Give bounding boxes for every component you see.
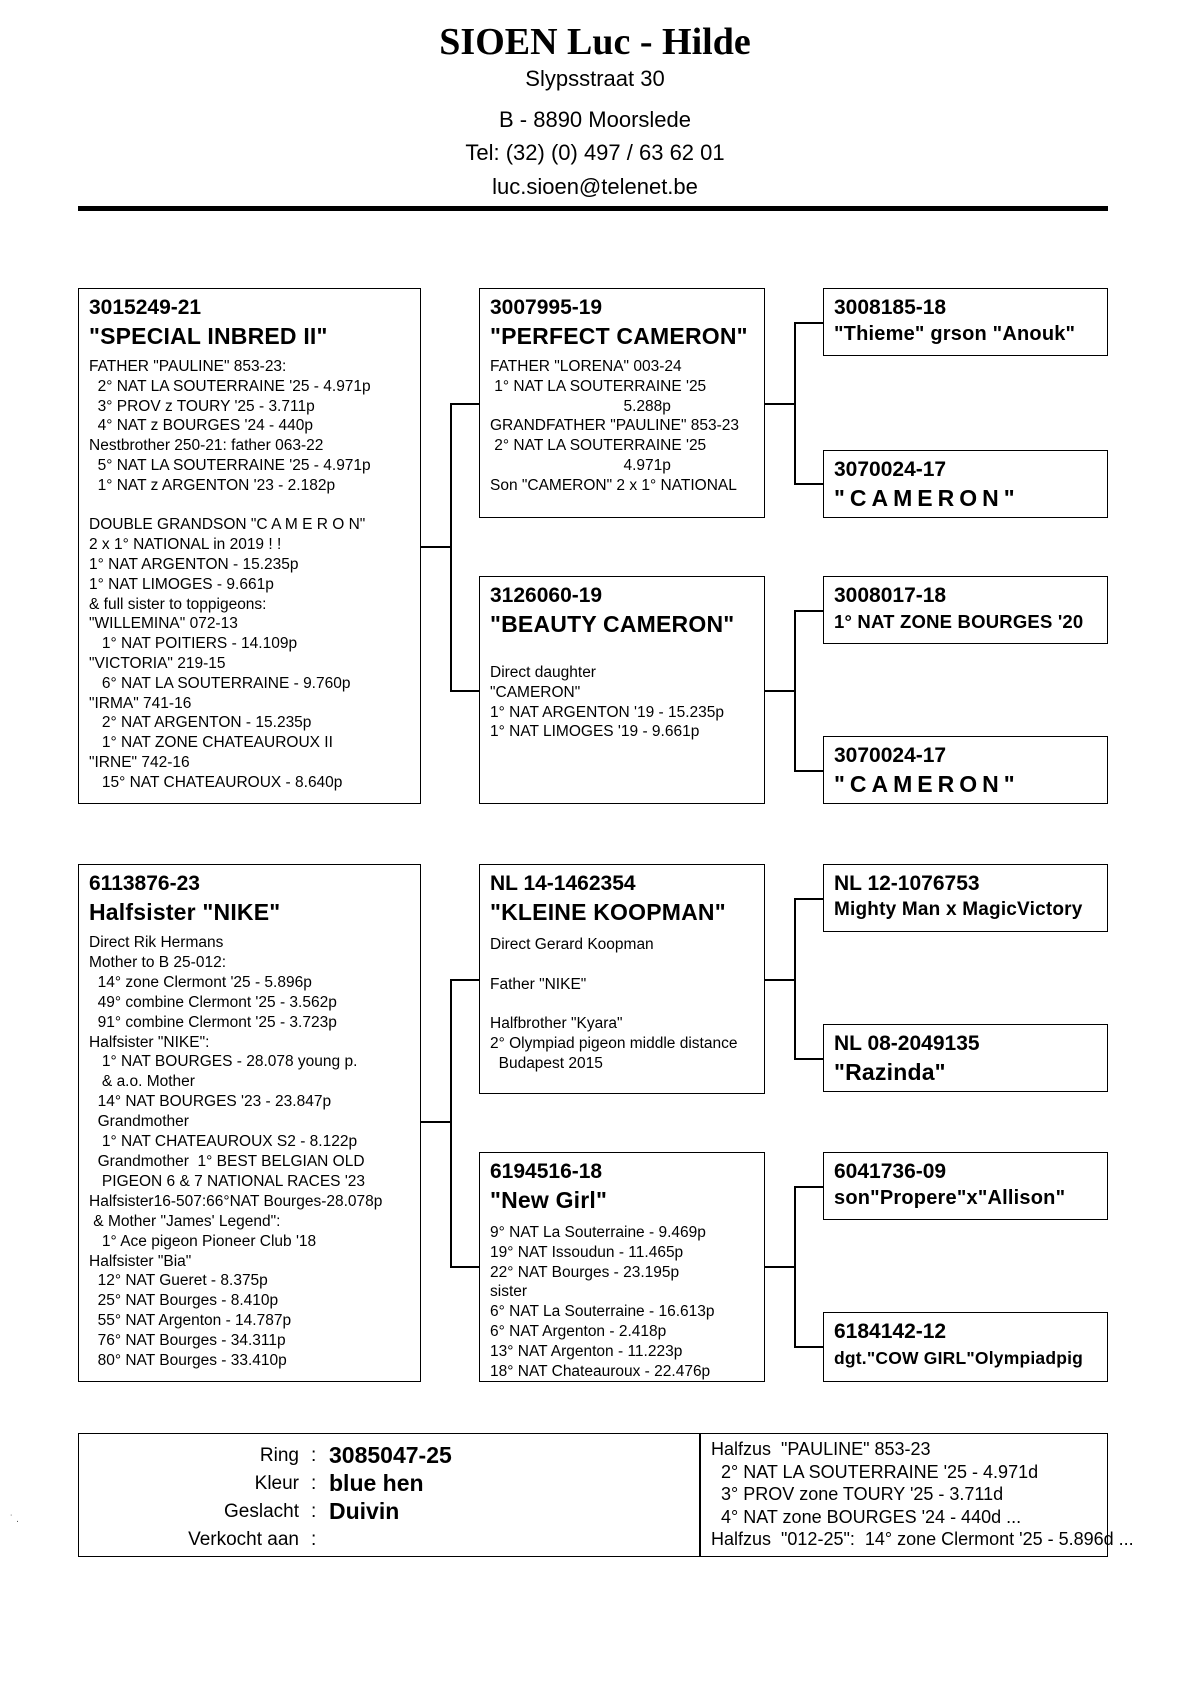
sire-father-mother-ring: 3070024-17 [834,458,947,481]
dam-box [78,864,421,1382]
connector-sff [794,322,823,324]
dam-mother-box [479,1152,765,1382]
dam-mother-mother-box [823,1312,1108,1382]
ring-label: Ring [259,1445,299,1466]
sire-mother-father-ring: 3008017-18 [834,584,947,607]
connector-dm [765,1266,795,1268]
dam-name: Halfsister "NIKE" [89,899,281,925]
dam-mother-father-name: son"Propere"x"Allison" [834,1187,1066,1209]
breeder-city: B - 8890 Moorslede [499,107,691,132]
sire-mother-mother-ring: 3070024-17 [834,744,947,767]
sire-name: "SPECIAL INBRED II" [89,323,328,349]
connector-dam-father [450,979,479,981]
sire-mother-mother-box [823,736,1108,804]
connector-df [765,979,795,981]
sire-father-name: "PERFECT CAMERON" [490,323,748,349]
sire-mother-ring: 3126060-19 [490,584,603,607]
connector-dam-vertical [450,979,452,1267]
breeder-name: SIOEN Luc - Hilde [439,21,751,63]
sire-father-father-ring: 3008185-18 [834,296,947,319]
dam-notes: Direct Rik Hermans Mother to B 25-012: 14° zone Clermont '25 - 5.896p 49° combine Clermont '25 - 3.562p 91° combine Clermont '25 - 3.723p Halfsister "NIKE": 1° NAT BOURGES - 28.078 young p. & a.o. Mother 14° NAT BOURGES '23 - 23.847p Grandmother 1° NAT CHATEAUROUX S2 - 8.122p Grandmother 1° BEST BELGIAN OLD PIGEON 6 & 7 NATIONAL RACES '23 Halfsister16-507:66°NAT Bourges-28.078p & Mother "James' Legend": 1° Ace pigeon Pioneer Club '18 Halfsister "Bia" 12° NAT Gueret - 8.375p 25° NAT Bourges - 8.410p 55° NAT Argenton - 14.787p 76° NAT Bourges - 34.311p 80° NAT Bourges - 33.410p [89,934,383,1370]
connector-smf [794,610,823,612]
sire-father-father-name: "Thieme" grson "Anouk" [834,323,1076,345]
connector-dm-vertical [794,1186,796,1347]
dam-father-father-box [823,864,1108,932]
sire-father-mother-name: "CAMERON" [834,485,1020,511]
connector-dam-mother [450,1266,479,1268]
color-colon: : [311,1473,317,1494]
connector-dfm [794,1058,823,1060]
sire-mother-box [479,576,765,804]
sire-mother-father-box [823,576,1108,644]
connector-sf-vertical [794,322,796,484]
dam-father-father-name: Mighty Man x MagicVictory [834,899,1083,920]
color-value: blue hen [329,1470,424,1496]
sire-father-notes: FATHER "LORENA" 003-24 1° NAT LA SOUTERRAINE '25 5.288p GRANDFATHER "PAULINE" 853-23 2° NAT LA SOUTERRAINE '25 4.971p Son "CAMERON" 2 x 1° NATIONAL [490,358,740,494]
sex-label: Geslacht [224,1501,299,1522]
info-notes: Halfzus "PAULINE" 853-23 2° NAT LA SOUTERRAINE '25 - 4.971d 3° PROV zone TOURY '25 - 3.711d 4° NAT zone BOURGES '24 - 440d ... Halfzus "012-25": 14° zone Clermont '25 - 5.896d ... [711,1439,1134,1549]
connector-sf [765,403,795,405]
connector-dam [421,1121,451,1123]
color-label: Kleur [254,1473,299,1494]
sire-mother-name: "BEAUTY CAMERON" [490,611,735,637]
connector-sire-father [450,403,479,405]
sire-notes: FATHER "PAULINE" 853-23: 2° NAT LA SOUTERRAINE '25 - 4.971p 3° PROV z TOURY '25 - 3.711p 4° NAT z BOURGES '24 - 440p Nestbrother 250-21: father 063-22 5° NAT LA SOUTERRAINE '25 - 4.971p 1° NAT z ARGENTON '23 - 2.182p DOUBLE GRANDSON "C A M E R O N" 2 x 1° NATIONAL in 2019 ! ! 1° NAT ARGENTON - 15.235p 1° NAT LIMOGES - 9.661p & full sister to toppigeons: "WILLEMINA" 072-13 1° NAT POITIERS - 14.109p "VICTORIA" 219-15 6° NAT LA SOUTERRAINE - 9.760p "IRMA" 741-16 2° NAT ARGENTON - 15.235p 1° NAT ZONE CHATEAUROUX II "IRNE" 742-16 15° NAT CHATEAUROUX - 8.640p [89,358,371,791]
info-divider [699,1434,701,1556]
breeder-email[interactable]: luc.sioen@telenet.be [492,174,698,199]
sire-father-father-box [823,288,1108,356]
sire-mother-notes: Direct daughter "CAMERON" 1° NAT ARGENTON '19 - 15.235p 1° NAT LIMOGES '19 - 9.661p [490,664,725,741]
connector-sfm [794,483,823,485]
dam-mother-father-box [823,1152,1108,1220]
connector-sire [421,546,451,548]
sold-label: Verkocht aan [188,1529,299,1550]
connector-smm [794,770,823,772]
connector-dmm [794,1346,823,1348]
sire-box [78,288,421,804]
breeder-street: Slypsstraat 30 [525,66,665,91]
sire-mother-mother-name: "CAMERON" [834,771,1020,797]
sex-value: Duivin [329,1498,400,1524]
dam-father-mother-ring: NL 08-2049135 [834,1032,980,1055]
connector-sire-mother [450,690,479,692]
dam-ring: 6113876-23 [89,872,200,895]
sold-colon: : [311,1529,317,1550]
dam-father-mother-box [823,1024,1108,1092]
sire-father-ring: 3007995-19 [490,296,603,319]
dam-mother-ring: 6194516-18 [490,1160,603,1183]
connector-sm-vertical [794,610,796,771]
dam-mother-name: "New Girl" [490,1187,608,1213]
sire-ring: 3015249-21 [89,296,202,319]
dam-mother-notes: 9° NAT La Souterraine - 9.469p 19° NAT Issoudun - 11.465p 22° NAT Bourges - 23.195p sister 6° NAT La Souterraine - 16.613p 6° NAT Argenton - 2.418p 13° NAT Argenton - 11.223p 18° NAT Chateauroux - 22.476p [490,1224,715,1380]
pigeon-info-box [78,1433,1134,1557]
scan-speck-icon: ˙ . [10,1514,19,1525]
sex-colon: : [311,1501,317,1522]
sire-father-mother-box [823,450,1108,518]
dam-mother-father-ring: 6041736-09 [834,1160,947,1183]
ring-colon: : [311,1445,317,1466]
dam-mother-mother-name: dgt."COW GIRL"Olympiadpig [834,1348,1084,1368]
connector-sire-vertical [450,403,452,691]
connector-df-vertical [794,898,796,1059]
dam-father-mother-name: "Razinda" [834,1059,946,1085]
connector-sm [765,690,795,692]
connector-dff [794,898,823,900]
dam-mother-mother-ring: 6184142-12 [834,1320,947,1343]
sire-father-box [479,288,765,518]
sire-mother-father-name: 1° NAT ZONE BOURGES '20 [834,611,1084,632]
dam-father-box [479,864,765,1094]
connector-dmf [794,1186,823,1188]
header-divider [78,206,1108,211]
dam-father-father-ring: NL 12-1076753 [834,872,980,895]
ring-value: 3085047-25 [329,1442,452,1468]
dam-father-ring: NL 14-1462354 [490,872,636,895]
dam-father-name: "KLEINE KOOPMAN" [490,899,726,925]
dam-father-notes: Direct Gerard Koopman Father "NIKE" Halfbrother "Kyara" 2° Olympiad pigeon middle distance Budapest 2015 [490,936,738,1072]
breeder-phone: Tel: (32) (0) 497 / 63 62 01 [465,140,725,165]
